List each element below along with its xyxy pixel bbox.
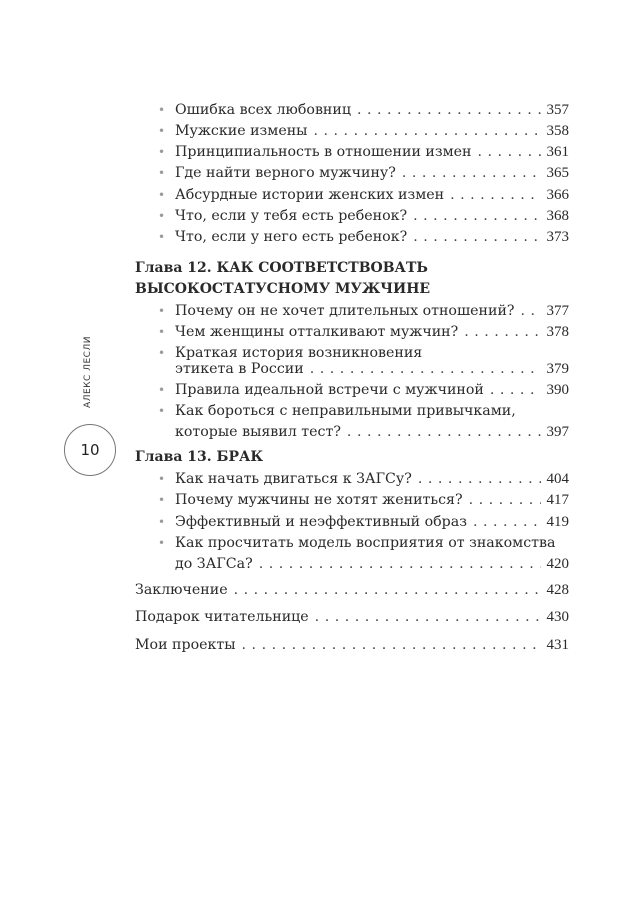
toc-entry-page: 365 (546, 165, 569, 181)
toc-entry-page: 428 (546, 582, 569, 598)
toc-entry-title: Что, если у него есть ребенок? (175, 229, 408, 245)
bullet-icon: • (158, 166, 166, 180)
toc-entry-title: Чем женщины отталкивают мужчин? (175, 324, 459, 340)
toc-entry (158, 469, 569, 490)
toc-entry (158, 142, 569, 163)
toc-entry-page: 404 (546, 471, 569, 487)
toc-entry (158, 422, 569, 443)
toc-entry-title: этикета в России (175, 361, 304, 377)
indent (158, 554, 175, 575)
toc-entry-page: 378 (546, 324, 569, 340)
dot-leader (521, 301, 541, 322)
bullet-icon: • (158, 209, 166, 223)
toc-entry-page: 361 (546, 144, 569, 160)
indent (158, 359, 175, 380)
toc-entry-page: 431 (546, 637, 569, 653)
toc-entry (158, 533, 569, 554)
toc-entry-title: Подарок читательнице (135, 609, 309, 625)
toc-entry-title: Как начать двигаться к ЗАГСу? (175, 471, 412, 487)
toc-entry (158, 380, 569, 401)
dot-leader (413, 227, 540, 248)
running-head-author: АЛЕКС ЛЕСЛИ (83, 336, 93, 408)
indent (158, 422, 175, 443)
toc-entry (158, 512, 569, 533)
toc-entry-title: Ошибка всех любовниц (175, 102, 351, 118)
toc-entry-title: Как просчитать модель восприятия от знакомства (175, 535, 556, 551)
dot-leader (310, 359, 541, 380)
chapter-heading: ВЫСОКОСТАТУСНОМУ МУЖЧИНЕ (135, 281, 431, 297)
bullet-icon: • (158, 493, 166, 507)
toc-entry-page: 430 (546, 609, 569, 625)
bullet-icon: • (158, 103, 166, 117)
toc-entry (135, 580, 569, 601)
bullet-icon: • (158, 124, 166, 138)
toc-entry (158, 401, 569, 422)
toc-entry-title: Заключение (135, 582, 228, 598)
toc-entry-title: Мужские измены (175, 123, 308, 139)
toc-entry-title: Как бороться с неправильными привычками, (175, 403, 516, 419)
toc-entry-title: Мои проекты (135, 637, 236, 653)
bullet-icon: • (158, 383, 166, 397)
toc-entry (158, 185, 569, 206)
bullet-icon: • (158, 404, 166, 418)
toc-entry-title: до ЗАГСа? (175, 556, 253, 572)
dot-leader (478, 142, 541, 163)
dot-leader (418, 469, 541, 490)
toc-entry-title: Почему мужчины не хотят жениться? (175, 492, 463, 508)
dot-leader (464, 322, 540, 343)
bullet-icon: • (158, 346, 166, 360)
bullet-icon: • (158, 536, 166, 550)
toc-entry (158, 100, 569, 121)
toc-entry-title: Правила идеальной встречи с мужчиной (175, 382, 484, 398)
toc-entry (158, 227, 569, 248)
dot-leader (357, 100, 541, 121)
toc-entry (158, 359, 569, 380)
bullet-icon: • (158, 304, 166, 318)
toc-entry (158, 490, 569, 511)
dot-leader (450, 185, 540, 206)
toc-entry-title: Абсурдные истории женских измен (175, 187, 445, 203)
dot-leader (413, 206, 540, 227)
toc-entry-page: 373 (546, 229, 569, 245)
toc-entry (135, 607, 569, 628)
toc-entry (158, 322, 569, 343)
toc-entry (158, 301, 569, 322)
toc-entry-title: Где найти верного мужчину? (175, 165, 396, 181)
dot-leader (259, 554, 541, 575)
toc-entry (158, 206, 569, 227)
dot-leader (402, 163, 541, 184)
dot-leader (242, 635, 541, 656)
page-number: 10 (64, 424, 116, 476)
toc-entry-title: Что, если у тебя есть ребенок? (175, 208, 408, 224)
toc-entry (135, 635, 569, 656)
toc-entry-title: Эффективный и неэффективный образ (175, 514, 467, 530)
toc-entry-page: 358 (546, 123, 569, 139)
bullet-icon: • (158, 472, 166, 486)
toc-entry-title: Почему он не хочет длительных отношений? (175, 303, 515, 319)
dot-leader (469, 490, 541, 511)
bullet-icon: • (158, 230, 166, 244)
toc-entry-page: 417 (546, 492, 569, 508)
dot-leader (473, 512, 541, 533)
toc-entry (158, 163, 569, 184)
toc-entry-page: 379 (546, 361, 569, 377)
toc-entry (158, 554, 569, 575)
toc-entry (158, 121, 569, 142)
toc-entry-page: 397 (546, 424, 569, 440)
toc-entry-page: 368 (546, 208, 569, 224)
dot-leader (234, 580, 541, 601)
bullet-icon: • (158, 188, 166, 202)
toc-entry-title: Принципиальность в отношении измен (175, 144, 472, 160)
dot-leader (315, 607, 541, 628)
dot-leader (490, 380, 541, 401)
toc-entry-page: 357 (546, 102, 569, 118)
toc-entry-page: 390 (546, 382, 569, 398)
dot-leader (347, 422, 541, 443)
bullet-icon: • (158, 515, 166, 529)
bullet-icon: • (158, 145, 166, 159)
chapter-heading: Глава 12. КАК СООТВЕТСТВОВАТЬ (135, 260, 428, 276)
toc-entry-page: 366 (546, 187, 569, 203)
toc-entry-page: 377 (546, 303, 569, 319)
toc-entry-page: 419 (546, 514, 569, 530)
chapter-heading: Глава 13. БРАК (135, 449, 264, 465)
bullet-icon: • (158, 325, 166, 339)
toc-entry-title: Краткая история возникновения (175, 345, 423, 361)
dot-leader (313, 121, 540, 142)
toc-entry-title: которые выявил тест? (175, 424, 341, 440)
toc-entry-page: 420 (546, 556, 569, 572)
